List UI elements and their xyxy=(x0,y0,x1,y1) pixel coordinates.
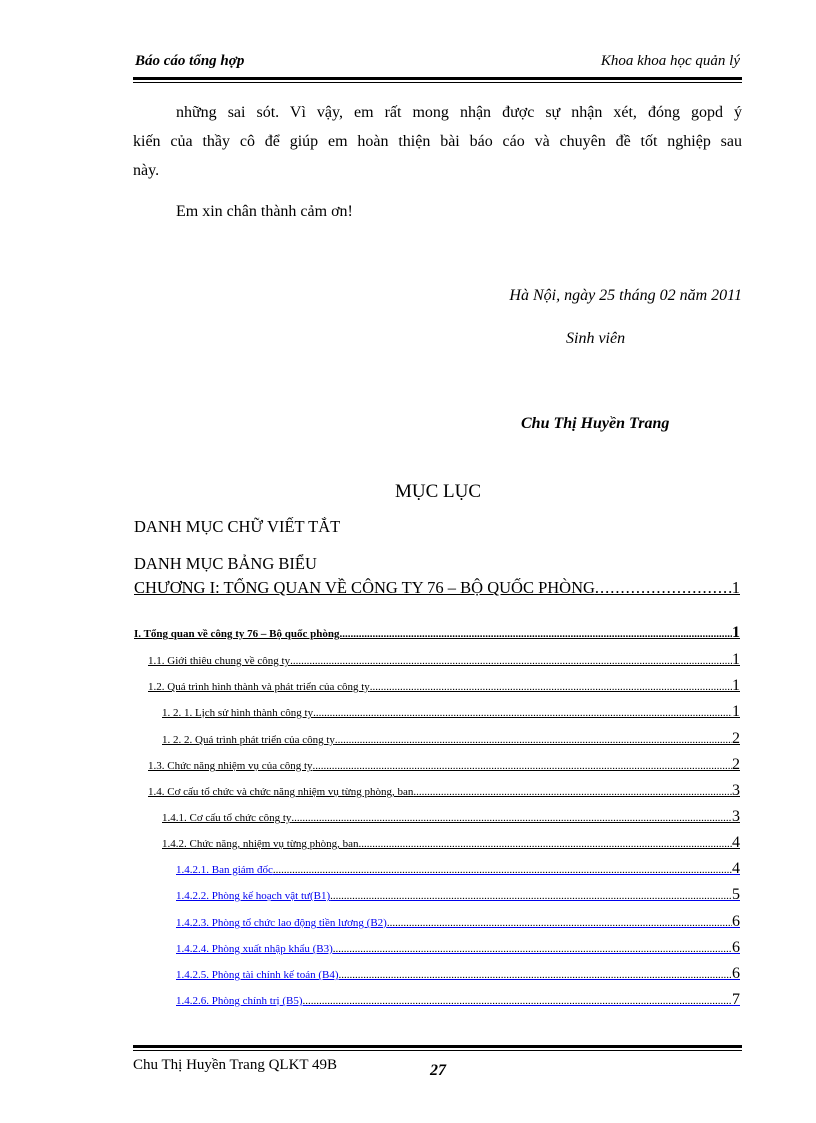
paragraph-line-2: kiến của thầy cô để giúp em hoàn thiện bài báo cáo và chuyên đề tốt nghiệp sau xyxy=(133,133,742,150)
toc-item[interactable] xyxy=(176,939,740,957)
header-left-title: Báo cáo tổng hợp xyxy=(135,53,245,69)
toc-tables-heading[interactable]: DANH MỤC BẢNG BIỂU xyxy=(134,554,317,573)
toc-item[interactable] xyxy=(162,730,740,748)
footer-rule-thick xyxy=(133,1045,742,1048)
toc-item[interactable] xyxy=(148,677,740,695)
toc-item[interactable] xyxy=(148,756,740,774)
toc-leader xyxy=(290,655,732,667)
toc-item[interactable] xyxy=(176,860,740,878)
toc-item-text: 1.4. Cơ cấu tổ chức và chức năng nhiệm vụ từng phòng, ban xyxy=(148,786,414,798)
toc-leader xyxy=(387,917,732,929)
toc-item[interactable] xyxy=(176,886,740,904)
toc-leader xyxy=(330,890,732,902)
toc-item-text: 1.4.2. Chức năng, nhiệm vụ từng phòng, ban xyxy=(162,838,359,850)
toc-item[interactable] xyxy=(176,965,740,983)
paragraph-line-3: này. xyxy=(133,162,160,179)
page-header xyxy=(133,50,742,76)
toc-item-page: 5 xyxy=(732,886,740,903)
toc-item-page: 1 xyxy=(732,677,740,694)
toc-item[interactable] xyxy=(148,782,740,800)
toc-leader xyxy=(303,995,733,1007)
header-rule-thick xyxy=(133,77,742,80)
header-right-title: Khoa khoa học quản lý xyxy=(600,53,740,69)
toc-item-text: 1.4.2.2. Phòng kế hoạch vật tư(B1) xyxy=(176,890,331,902)
toc-item-text: 1.4.2.5. Phòng tài chính kế toán (B4) xyxy=(176,969,339,981)
toc-item-text: 1.4.1. Cơ cấu tổ chức công ty xyxy=(162,812,292,824)
toc-item[interactable] xyxy=(134,624,740,642)
toc-item[interactable] xyxy=(162,834,740,852)
toc-item-page: 6 xyxy=(732,913,740,930)
footer-author: Chu Thị Huyền Trang QLKT 49B xyxy=(133,1057,338,1073)
toc-leader xyxy=(273,864,732,876)
toc-item-page: 6 xyxy=(732,965,740,982)
toc-leader xyxy=(313,760,732,772)
toc-item-page: 3 xyxy=(732,808,740,825)
signature-date: Hà Nội, ngày 25 tháng 02 năm 2011 xyxy=(509,287,742,304)
toc-item-text: 1.4.2.6. Phòng chính trị (B5) xyxy=(176,995,303,1007)
toc-chapter-page: 1 xyxy=(731,578,740,597)
toc-chapter-text: CHƯƠNG I: TỔNG QUAN VỀ CÔNG TY 76 – BỘ QUỐC PHÒNG xyxy=(134,578,595,597)
closing-paragraph xyxy=(133,98,742,185)
toc-item-text: 1.3. Chức năng nhiệm vụ của công ty xyxy=(148,760,313,772)
page-number: 27 xyxy=(430,1062,446,1079)
toc-item[interactable] xyxy=(162,808,740,826)
toc-leader xyxy=(339,969,732,981)
toc-item-page: 4 xyxy=(732,834,740,851)
toc-leader xyxy=(335,734,732,746)
toc-leader xyxy=(313,707,732,719)
toc-item[interactable] xyxy=(148,651,740,669)
toc-item-text: 1.1. Giới thiêu chung về công ty xyxy=(148,655,291,667)
toc-item-text: I. Tổng quan về công ty 76 – Bộ quốc phòng xyxy=(134,628,340,640)
toc-item-page: 2 xyxy=(732,756,740,773)
toc-leader xyxy=(340,628,733,640)
toc-item-page: 7 xyxy=(732,991,740,1008)
header-rule-thin xyxy=(133,82,742,83)
toc-item-page: 3 xyxy=(732,782,740,799)
toc-chapter-leader xyxy=(595,578,732,598)
signature-name: Chu Thị Huyền Trang xyxy=(521,415,670,432)
signature-role: Sinh viên xyxy=(566,330,626,347)
paragraph-line-1: những sai sót. Vì vậy, em rất mong nhận được sự nhận xét, đóng gopd ý xyxy=(176,104,742,121)
toc-chapter-link[interactable] xyxy=(134,578,740,598)
toc-item-page: 2 xyxy=(732,730,740,747)
toc-leader xyxy=(333,943,732,955)
toc-item-page: 6 xyxy=(732,939,740,956)
toc-abbrev-heading[interactable]: DANH MỤC CHỮ VIẾT TẮT xyxy=(134,517,341,536)
toc-item[interactable] xyxy=(176,991,740,1009)
toc-item-text: 1.4.2.3. Phòng tổ chức lao động tiền lương (B2) xyxy=(176,917,387,929)
toc-item-text: 1.2. Quá trình hình thành và phát triển của công ty xyxy=(148,681,370,693)
toc-item-page: 1 xyxy=(732,624,740,641)
toc-item-text: 1. 2. 1. Lịch sử hình thành công ty xyxy=(162,707,314,719)
toc-item-text: 1.4.2.4. Phòng xuất nhập khẩu (B3) xyxy=(176,943,333,955)
toc-title: MỤC LỤC xyxy=(394,481,482,502)
toc-leader xyxy=(370,681,732,693)
toc-item-page: 4 xyxy=(732,860,740,877)
footer-rule-thin xyxy=(133,1050,742,1051)
toc-item[interactable] xyxy=(162,703,740,721)
toc-leader xyxy=(358,838,732,850)
toc-item-page: 1 xyxy=(732,651,740,668)
toc-leader xyxy=(413,786,732,798)
toc-item[interactable] xyxy=(176,913,740,931)
toc-leader xyxy=(291,812,732,824)
toc-item-text: 1. 2. 2. Quá trình phát triển của công ty xyxy=(162,734,335,746)
toc-item-page: 1 xyxy=(732,703,740,720)
thanks-line: Em xin chân thành cảm ơn! xyxy=(176,203,353,220)
toc-item-text: 1.4.2.1. Ban giám đốc xyxy=(176,864,273,876)
